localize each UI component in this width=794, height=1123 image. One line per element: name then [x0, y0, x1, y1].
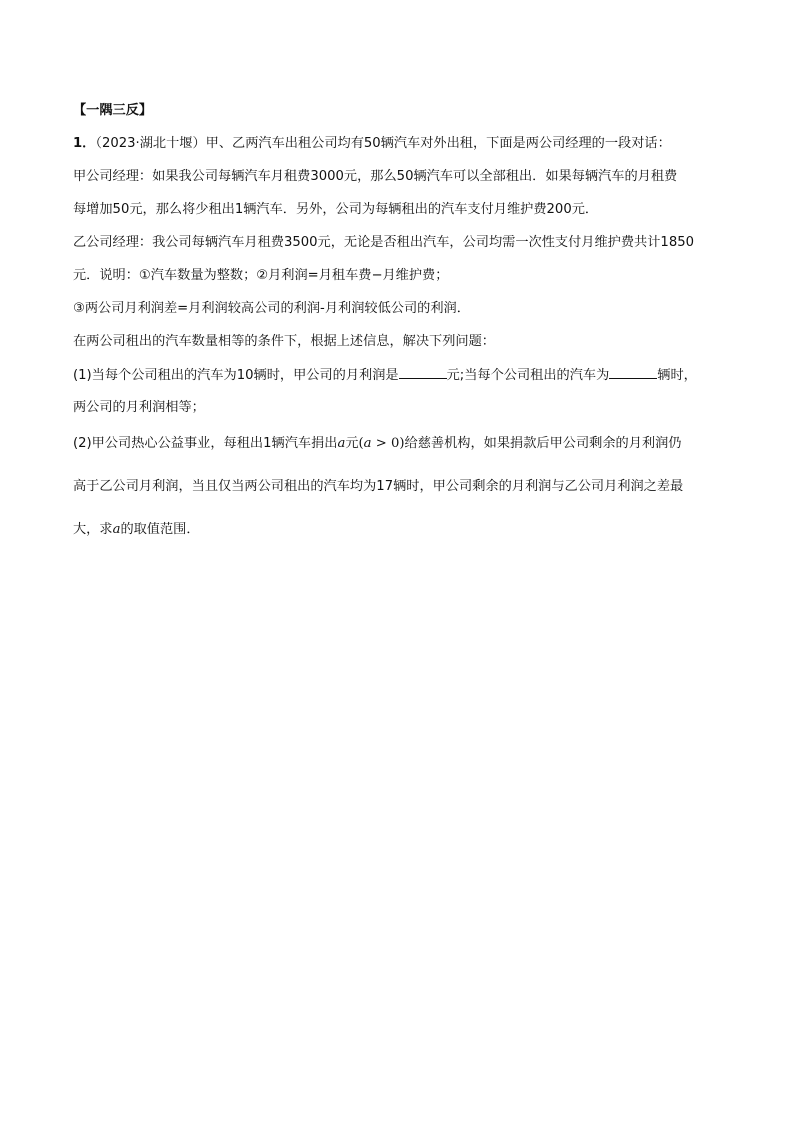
section-heading: 【一隅三反】 [73, 103, 153, 118]
question-2-line-2: 高于乙公司月利润，当且仅当两公司租出的汽车均为17辆时，甲公司剩余的月利润与乙公司月利润之差最 [73, 479, 684, 494]
answer-blank-profit [399, 364, 447, 379]
question-2-text-b: 给慈善机构，如果捐款后甲公司剩余的月利润仍 [404, 436, 682, 451]
question-2-line-1 [73, 430, 723, 458]
question-1-line-2: 两公司的月利润相等； [73, 400, 205, 415]
problem-source: （2023·湖北十堰） [95, 136, 206, 151]
company-a-statement-line-2: 每增加50元，那么将少租出1辆汽车．另外，公司为每辆租出的汽车支付月维护费200元． [73, 202, 599, 217]
variable-a: a [337, 436, 346, 451]
company-b-statement-line-1: 乙公司经理：我公司每辆汽车月租费3500元，无论是否租出汽车，公司均需一次性支付月维护费共计1850 [73, 235, 694, 250]
company-b-statement-line-2: 元．说明：①汽车数量为整数；②月利润=月租车费−月维护费； [73, 268, 449, 283]
condition-open-paren: ( [358, 436, 364, 451]
variable-a-range: a [112, 522, 121, 537]
question-2-text-d: 的取值范围． [120, 522, 200, 537]
question-1-line-1 [73, 364, 723, 386]
problem-condition: 在两公司租出的汽车数量相等的条件下，根据上述信息，解决下列问题： [73, 334, 495, 349]
question-1-text-a: (1)当每个公司租出的汽车为10辆时，甲公司的月利润是 [73, 368, 399, 383]
answer-blank-car-count [609, 364, 657, 379]
question-2-text-c: 大，求 [73, 522, 113, 537]
condition-variable-a: a [363, 436, 372, 451]
problem-intro: 甲、乙两汽车出租公司均有50辆汽车对外出租，下面是两公司经理的一段对话： [205, 136, 671, 151]
question-2-line-3 [73, 516, 723, 544]
question-1-text-c: 辆时， [657, 368, 697, 383]
question-1-text-b: 元;当每个公司租出的汽车为 [446, 368, 610, 383]
note-profit-difference: ③两公司月利润差=月利润较高公司的利润-月利润较低公司的利润． [73, 301, 470, 316]
question-2-text-a: (2)甲公司热心公益事业，每租出1辆汽车捐出 [73, 436, 338, 451]
problem-content [73, 100, 723, 559]
company-a-statement-line-1: 甲公司经理：如果我公司每辆汽车月租费3000元，那么50辆汽车可以全部租出．如果每辆汽车的月租费 [73, 169, 678, 184]
unit-yuan: 元 [345, 436, 359, 451]
problem-intro-line [73, 133, 723, 155]
condition-greater-than-zero: > 0) [371, 436, 405, 451]
problem-number: 1． [73, 136, 96, 151]
